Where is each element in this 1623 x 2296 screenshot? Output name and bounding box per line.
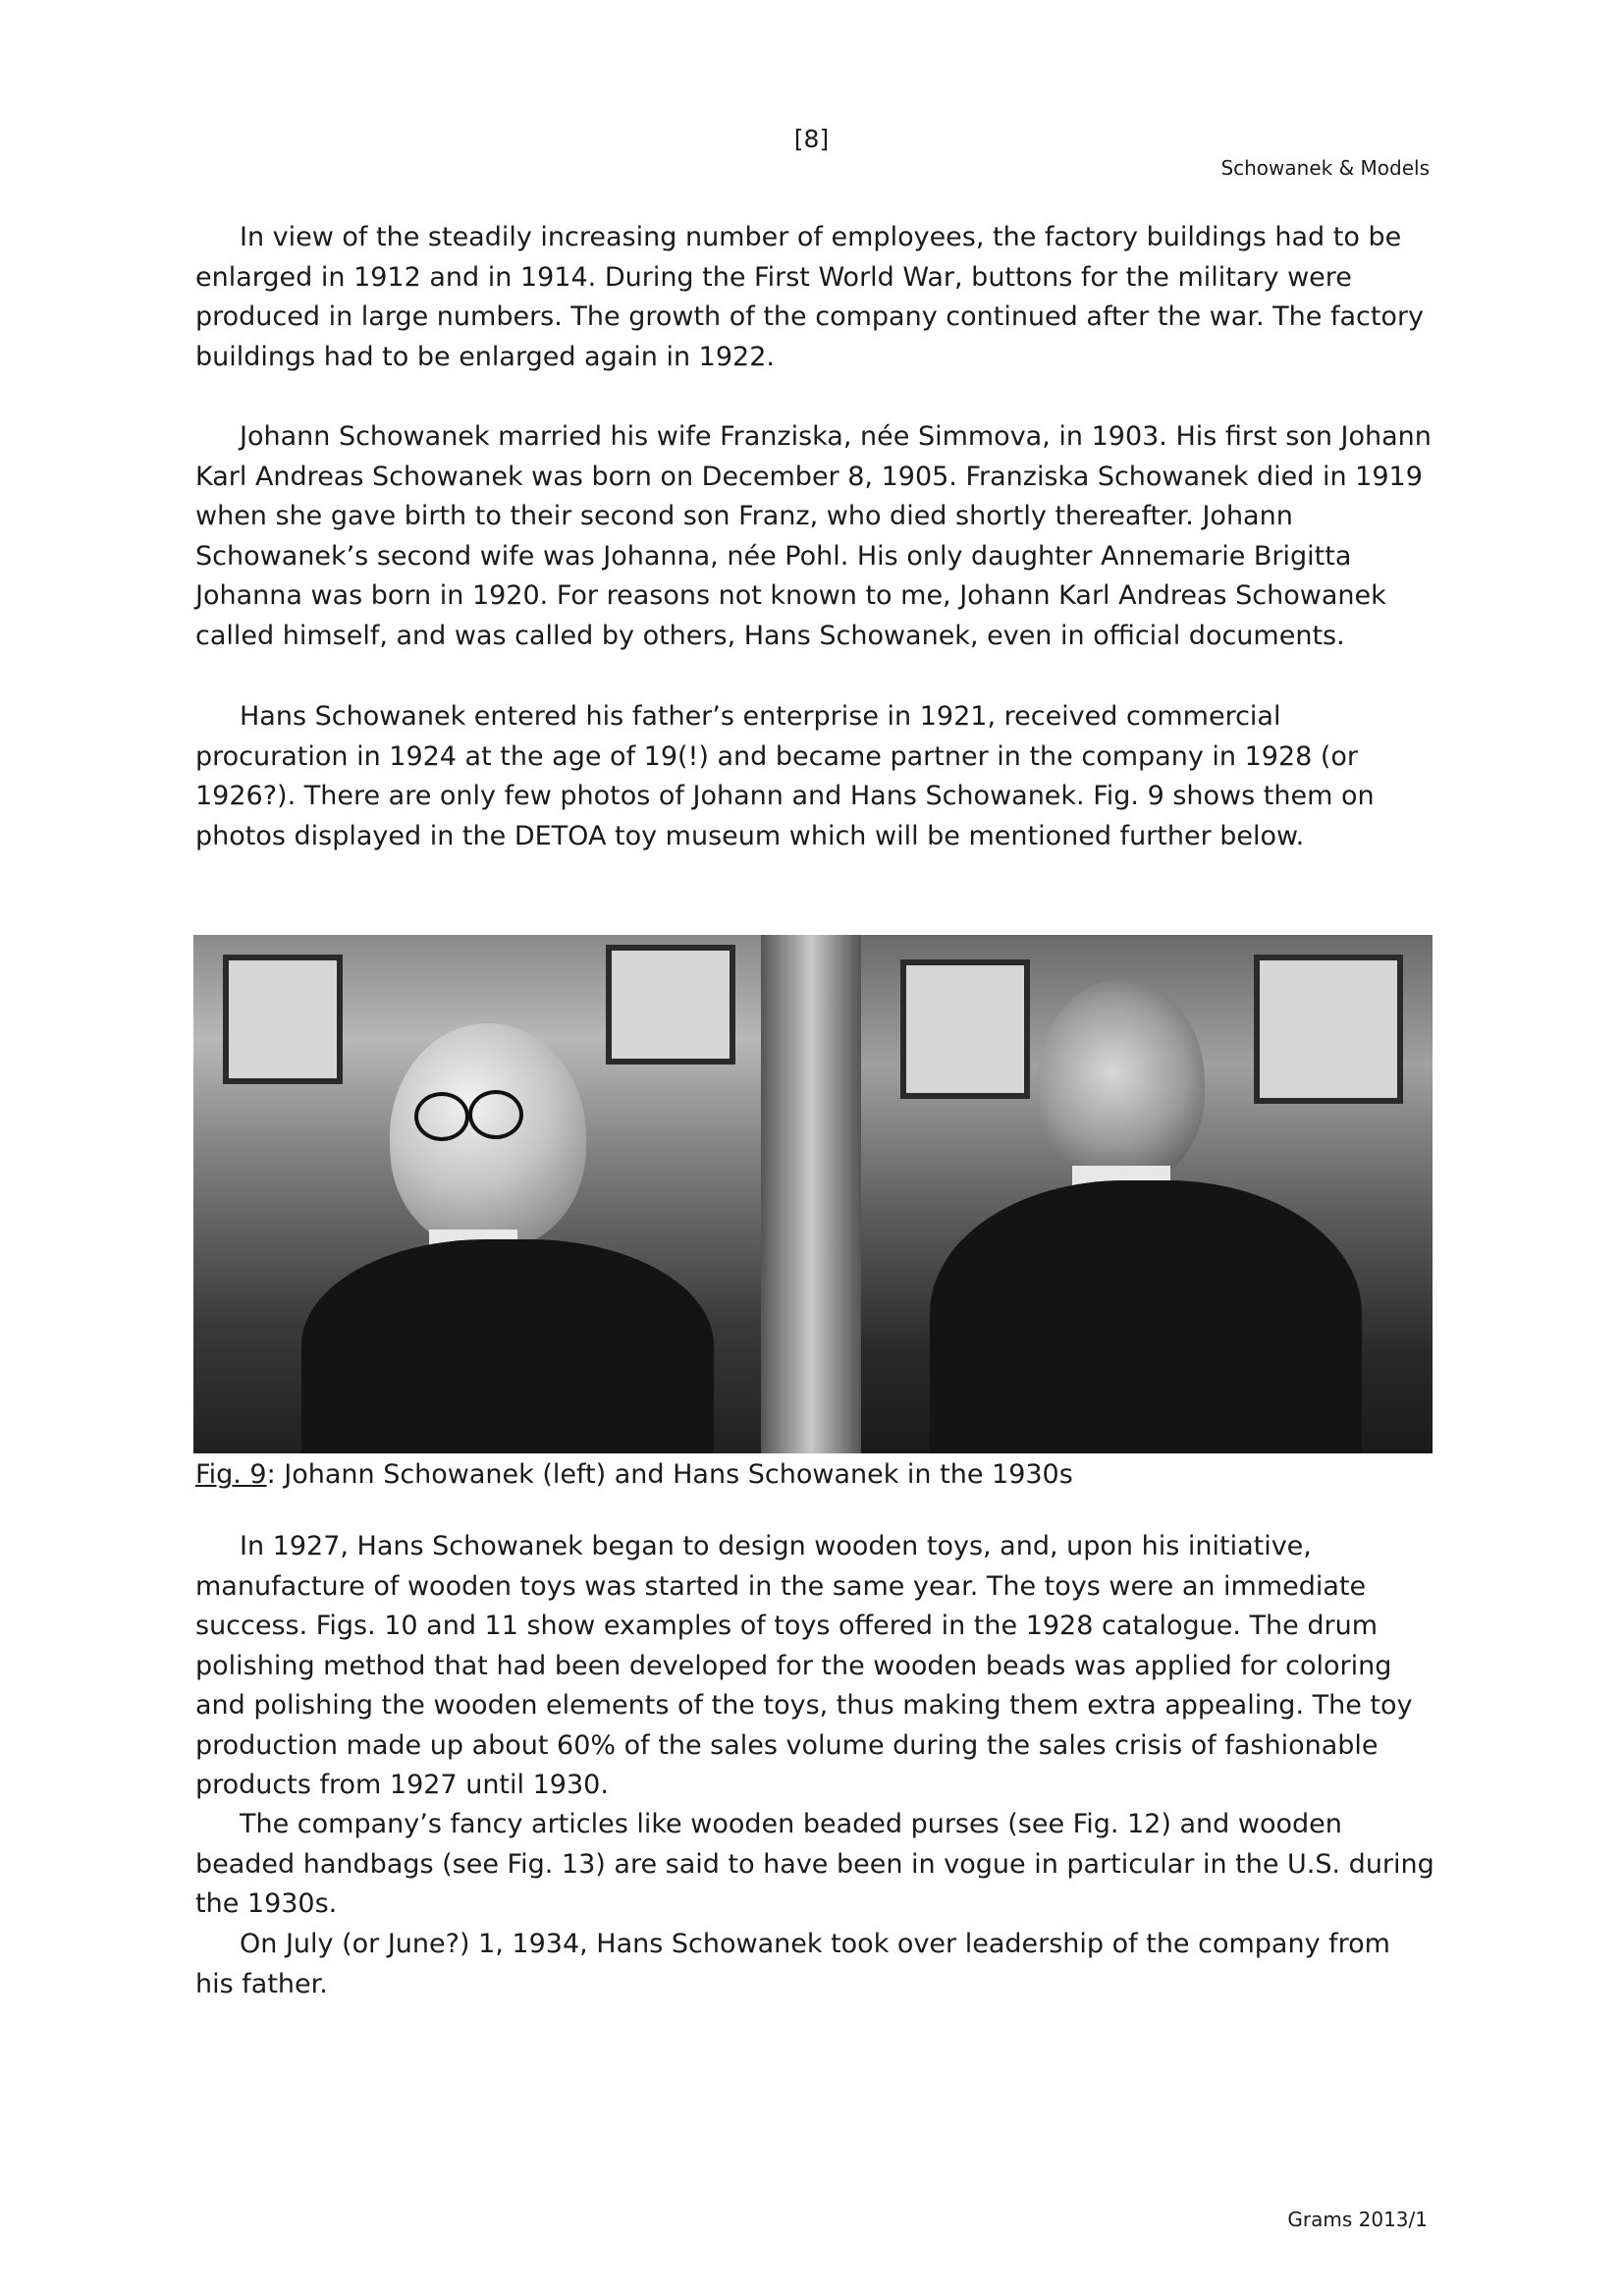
paragraph-factory-expansion: In view of the steadily increasing number of employees, the factory buildings had to be enlarged in 1912 and in 1914. During the First World War, buttons for the military were produced in large numbers. The growth of the company continued after the war. The factory buildings had to be enlarged again in 1922. (195, 222, 1425, 372)
window-shape (606, 945, 735, 1065)
portrait-coat (301, 1239, 714, 1453)
photo-divider (761, 935, 861, 1453)
portrait-head (1038, 979, 1205, 1185)
footer-issue: Grams 2013/1 (1287, 2208, 1428, 2231)
window-shape (1254, 955, 1403, 1104)
paragraph-hans-career: Hans Schowanek entered his father’s enterprise in 1921, received commercial procuration in 1924 at the age of 19(!) and became partner in the company in 1928 (or 1926?). There are only few photos of Johann and Hans Schowanek. Fig. 9 shows them on photos displayed in the DETOA toy museum which will be mentioned further below. (195, 701, 1375, 851)
page-number: [8] (793, 125, 830, 153)
paragraph-family: Johann Schowanek married his wife Franziska, née Simmova, in 1903. His first son Johann Karl Andreas Schowanek was born on December 8, 1905. Franziska Schowanek died in 1919 when she gave birth to their second son Franz, who died shortly thereafter. Johann Schowanek’s second wife was Johanna, née Pohl. His only daughter Annemarie Brigitta Johanna was born in 1920. For reasons not known to me, Johann Karl Andreas Schowanek called himself, and was called by others, Hans Schowanek, even in official documents. (195, 421, 1432, 651)
figure-photo-johann-and-hans (193, 935, 1433, 1453)
figure-ref: Fig. 9 (195, 1459, 267, 1490)
portrait-coat (930, 1180, 1362, 1453)
photo-johann-schowanek (193, 935, 761, 1453)
figure-caption (195, 1455, 1073, 1495)
paragraph-leadership: On July (or June?) 1, 1934, Hans Schowanek took over leadership of the company from his father. (195, 1929, 1390, 1999)
running-header: Schowanek & Models (1220, 156, 1430, 180)
figure-caption-text: : Johann Schowanek (left) and Hans Schowanek in the 1930s (266, 1459, 1073, 1490)
paragraph-fancy-articles: The company’s fancy articles like wooden beaded purses (see Fig. 12) and wooden beaded handbags (see Fig. 13) are said to have been in vogue in particular in the U.S. during the 1930s. (195, 1809, 1434, 1919)
window-shape (900, 959, 1030, 1099)
glasses-shape (414, 1092, 469, 1141)
photo-hans-schowanek (861, 935, 1433, 1453)
glasses-shape (468, 1090, 523, 1139)
paragraph-wooden-toys: In 1927, Hans Schowanek began to design wooden toys, and, upon his initiative, manufacture of wooden toys was started in the same year. The toys were an immediate success. Figs. 10 and 11 show examples of toys offered in the 1928 catalogue. The drum polishing method that had been developed for the wooden beads was applied for coloring and polishing the wooden elements of the toys, thus making them extra appealing. The toy production made up about 60% of the sales volume during the sales crisis of fashionable products from 1927 until 1930. (195, 1531, 1413, 1800)
window-shape (223, 955, 343, 1084)
